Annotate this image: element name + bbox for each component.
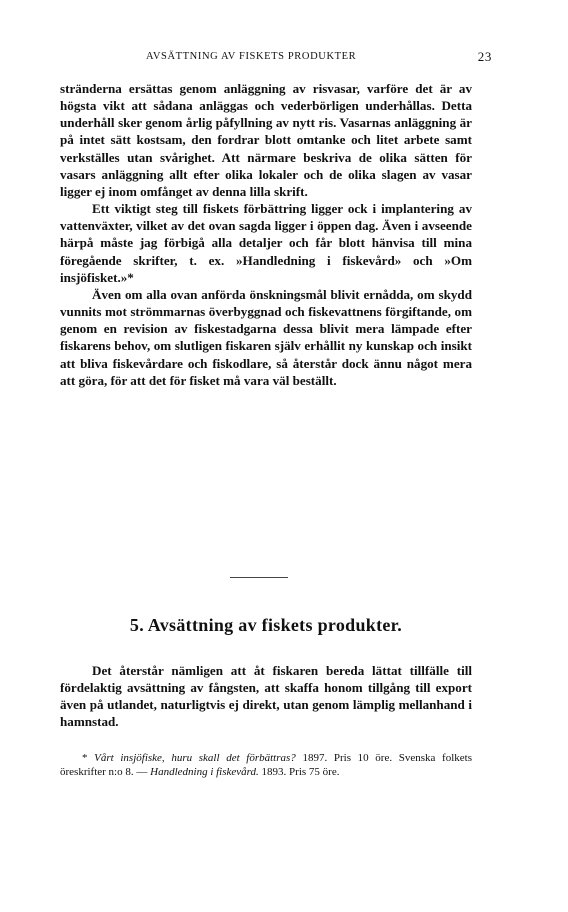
running-title: AVSÄTTNING AV FISKETS PRODUKTER <box>146 51 357 62</box>
footnote-title: Vårt insjöfiske, huru skall det förbättras? <box>94 752 296 764</box>
paragraph: Även om alla ovan anförda önskningsmål blivit ernådda, om skydd vunnits mot strömmarnas överbyggnad och fiskevattnens förgiftande, om genom en revision av fiskestadgarna dessa blivit mera lämpade efter fiskarens behov, om slutligen fiskaren själv erhållit ny kunskap och insikt att bliva fiskevårdare och fiskodlare, så återstår dock ännu något mera att göra, för att det för fisket må vara väl beställt. <box>60 286 472 388</box>
body-text <box>60 80 472 389</box>
section-body <box>60 662 472 731</box>
paragraph: Det återstår nämligen att åt fiskaren bereda lättat tillfälle till fördelaktig avsättning av fångsten, att skaffa honom tillgång till export även på utlandet, naturligtvis ej direkt, utan genom lämplig mellanhand i hamnstad. <box>60 663 472 730</box>
section-divider <box>230 577 288 578</box>
section-heading: 5. Avsättning av fiskets produkter. <box>129 615 403 635</box>
paragraph: stränderna ersättas genom anläggning av risvasar, varföre det är av högsta vikt att sådana anläggas och vederbörligen underhållas. Detta underhåll sker genom årlig påfyllning av nytt ris. Vasarnas anläggning är på intet sätt kostsam, den fordrar blott omtanke och litet arbete samt verkställes utan svårighet. Att närmare beskriva de olika sätten för vasars anläggning allt efter olika lokaler och de olika slagen av vasar ligger ej inom omfånget av denna lilla skrift. <box>60 81 472 199</box>
footnote-details: 1893. Pris 75 öre. <box>258 766 340 779</box>
footnote-text <box>60 751 472 780</box>
page-number: 23 <box>477 49 492 64</box>
footnote-details: 1897. Pris 10 öre. Svenska folkets öreskrifter n:o 8. — <box>60 752 472 779</box>
footnote-marker: * <box>82 752 88 764</box>
footnote <box>60 751 472 780</box>
paragraph: Ett viktigt steg till fiskets förbättring ligger ock i implantering av vattenväxter, vilket av det ovan sagda ligger i öppen dag. Även i avseende härpå måste jag förbigå alla detaljer och får blott hänvisa till mina föregående skrifter, t. ex. »Handledning i fiskevård» och »Om insjöfisket.»* <box>60 201 472 285</box>
footnote-title: Handledning i fiskevård. <box>150 766 259 779</box>
